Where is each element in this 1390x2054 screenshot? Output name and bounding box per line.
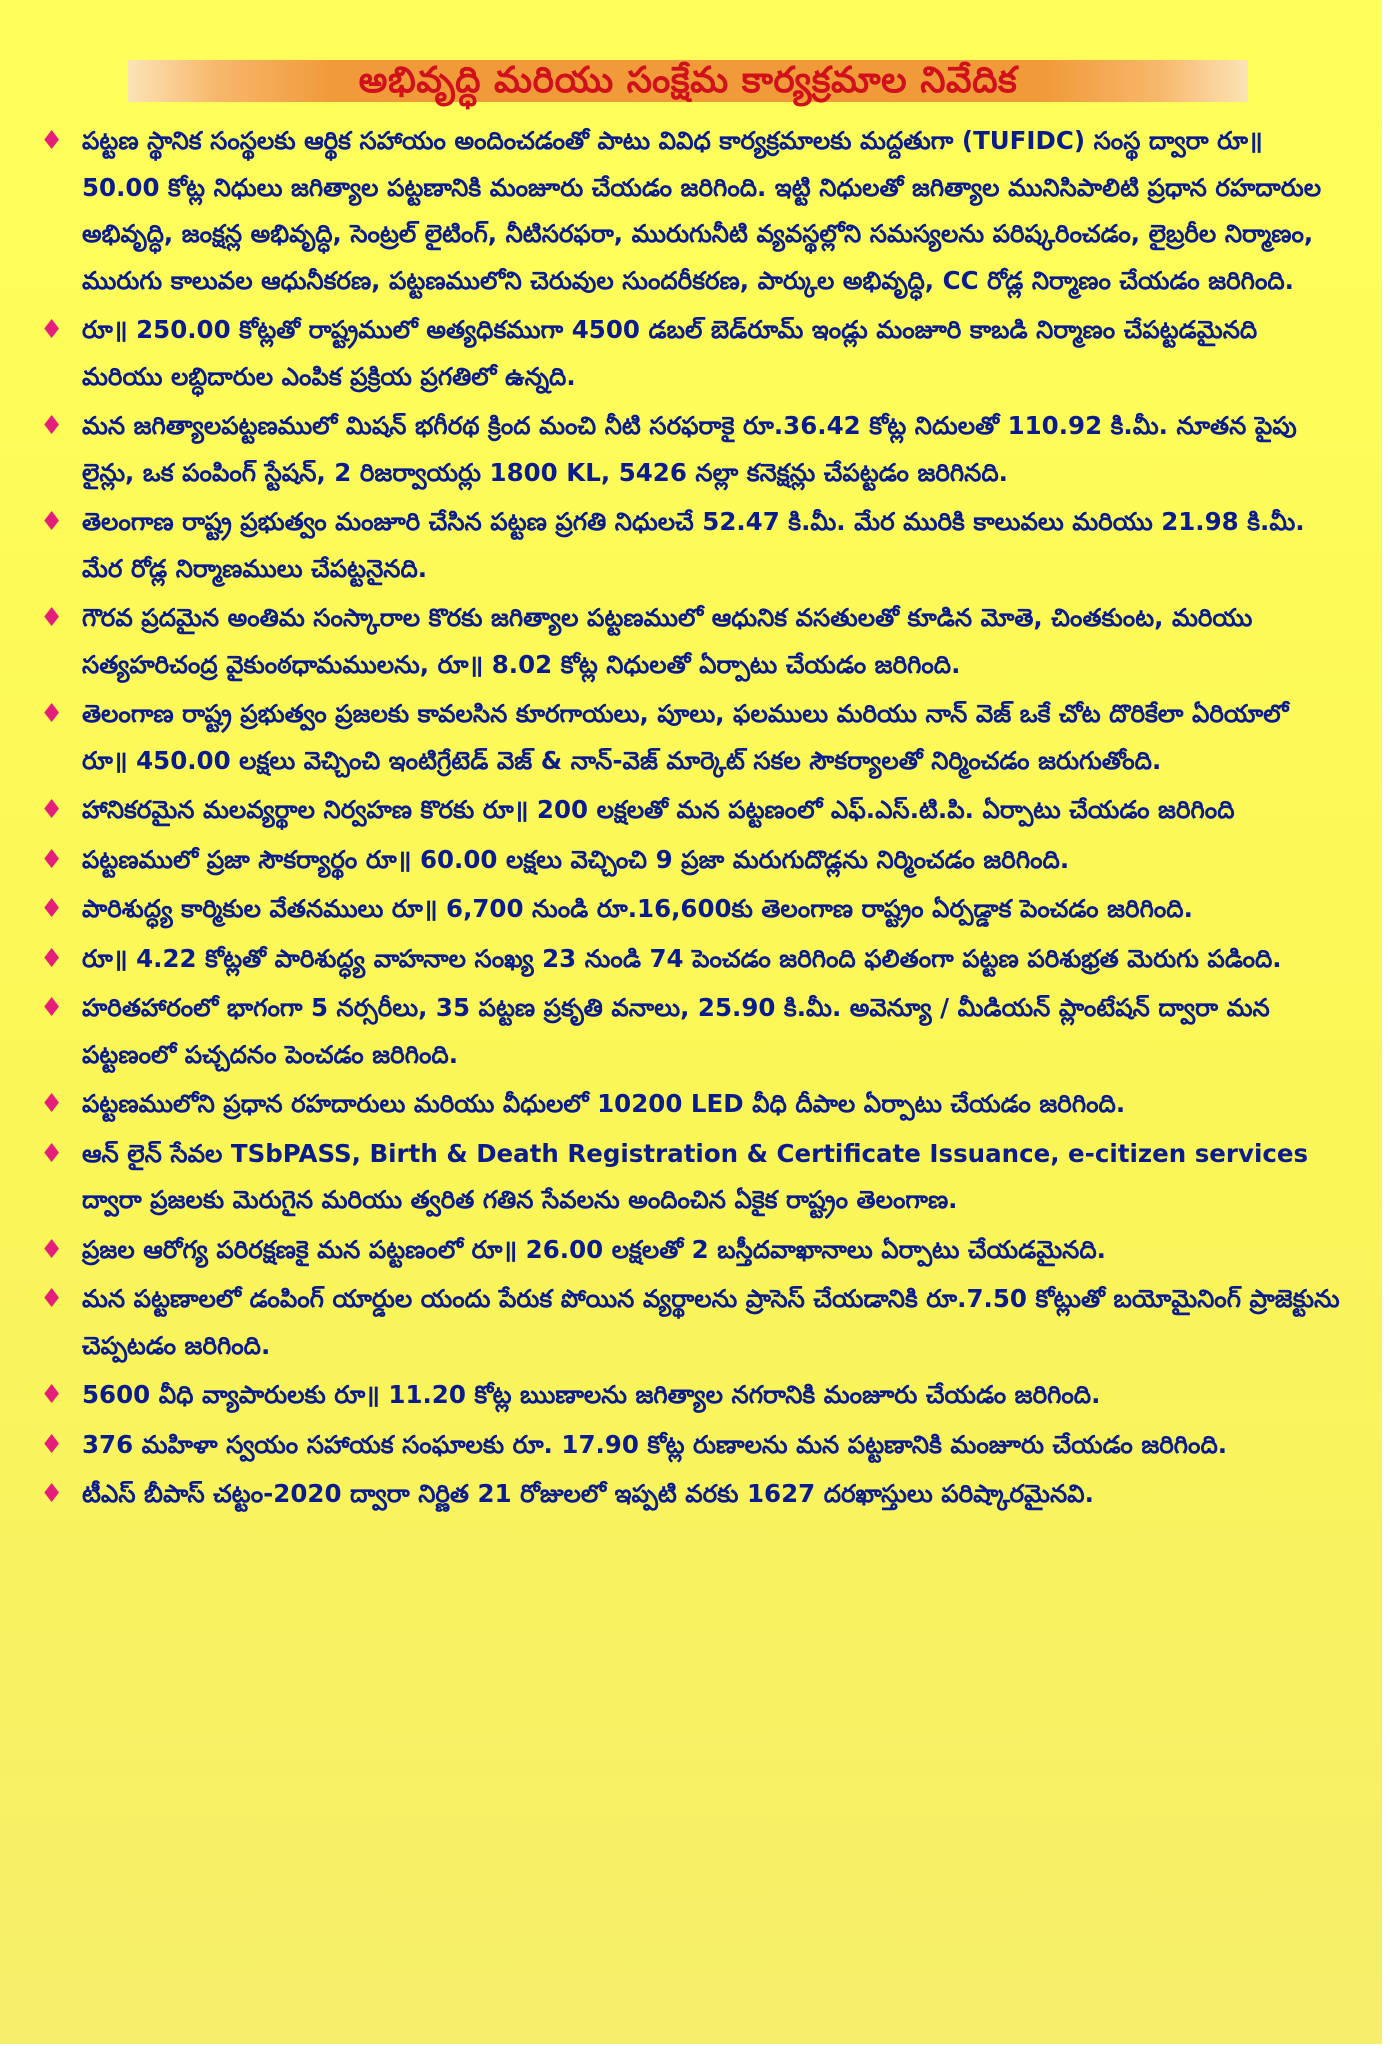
- list-item: [40, 499, 1340, 592]
- diamond-bullet-icon: ♦: [40, 1380, 64, 1410]
- diamond-bullet-icon: ♦: [40, 507, 64, 537]
- list-item-text: గౌరవ ప్రదమైన అంతిమ సంస్కారాల కొరకు జగిత్యాల పట్టణములో ఆధునిక వసతులతో కూడిన మోతె, చింతకుంట, మరియు సత్యహరిచంద్ర వైకుంఠధామములను, రూ॥ 8.02 కోట్ల నిధులతో ఏర్పాటు చేయడం జరిగింది.: [82, 603, 1253, 679]
- list-item-text: పారిశుద్ధ్య కార్మికుల వేతనములు రూ॥ 6,700 నుండి రూ.16,600కు తెలంగాణ రాష్ట్రం ఏర్పడ్డాక పెంచడం జరిగింది.: [82, 894, 1193, 923]
- list-item: [40, 985, 1340, 1078]
- list-item-text: రూ॥ 4.22 కోట్లతో పారిశుద్ధ్య వాహనాల సంఖ్య 23 నుండి 74 పెంచడం జరిగింది ఫలితంగా పట్టణ పరిశుభ్రత మెరుగు పడింది.: [82, 943, 1282, 973]
- diamond-bullet-icon: ♦: [40, 603, 64, 633]
- list-item: [40, 787, 1340, 834]
- diamond-bullet-icon: ♦: [40, 126, 64, 156]
- list-item: [40, 1131, 1340, 1224]
- list-item-text: 5600 వీధి వ్యాపారులకు రూ॥ 11.20 కోట్ల ఋణాలను జగిత్యాల నగరానికి మంజూరు చేయడం జరిగింది.: [82, 1380, 1101, 1409]
- achievements-list: [40, 118, 1340, 1518]
- list-item: [40, 1276, 1340, 1369]
- list-item: [40, 403, 1340, 496]
- diamond-bullet-icon: ♦: [40, 1138, 64, 1169]
- list-item: [40, 1372, 1340, 1419]
- list-item-text: ప్రజల ఆరోగ్య పరిరక్షణకై మన పట్టణంలో రూ॥ 26.00 లక్షలతో 2 బస్తీదవాఖానాలు ఏర్పాటు చేయడమైనది.: [82, 1234, 1106, 1264]
- diamond-bullet-icon: ♦: [40, 1089, 64, 1119]
- diamond-bullet-icon: ♦: [40, 699, 64, 729]
- list-item-text: పట్టణములో ప్రజా సౌకర్యార్థం రూ॥ 60.00 లక్షలు వెచ్చించి 9 ప్రజా మరుగుదొడ్లను నిర్మించడం జరిగింది.: [82, 844, 1070, 874]
- list-item: [40, 1081, 1340, 1128]
- list-item-text: 376 మహిళా స్వయం సహాయక సంఘాలకు రూ. 17.90 కోట్ల రుణాలను మన పట్టణానికి మంజూరు చేయడం జరిగింది.: [82, 1429, 1228, 1459]
- list-item-text: పట్టణములోని ప్రధాన రహదారులు మరియు వీధులలో 10200 LED వీధి దీపాల ఏర్పాటు చేయడం జరిగింది.: [82, 1089, 1126, 1118]
- diamond-bullet-icon: ♦: [40, 844, 64, 875]
- diamond-bullet-icon: ♦: [40, 1234, 64, 1265]
- list-item-text: రూ॥ 250.00 కోట్లతో రాష్ట్రములో అత్యధికముగా 4500 డబల్ బెడ్‌రూమ్ ఇండ్లు మంజూరి కాబడి నిర్మాణం చేపట్టడమైనది మరియు లబ్ధిదారుల ఎంపిక ప్రక్రియ ప్రగతిలో ఉన్నది.: [82, 315, 1258, 391]
- list-item-text: మన పట్టణాలలో డంపింగ్ యార్డుల యందు పేరుక పోయిన వ్యర్థాలను ప్రాసెస్ చేయడానికి రూ.7.50 కోట్లుతో బయోమైనింగ్ ప్రాజెక్టును చెప్పటడం జరిగింది.: [82, 1284, 1340, 1360]
- list-item: [40, 118, 1340, 304]
- diamond-bullet-icon: ♦: [40, 1284, 64, 1314]
- diamond-bullet-icon: ♦: [40, 315, 64, 345]
- diamond-bullet-icon: ♦: [40, 993, 64, 1023]
- list-item-text: ఆన్ లైన్ సేవల TSbPASS, Birth & Death Registration & Certificate Issuance, e-citizen services ద్వారా ప్రజలకు మెరుగైన మరియు త్వరిత గతిన సేవలను అందించిన ఏకైక రాష్ట్రం తెలంగాణ.: [82, 1138, 1309, 1214]
- list-item: [40, 936, 1340, 983]
- list-item: [40, 837, 1340, 884]
- list-item: [40, 595, 1340, 688]
- list-item-text: పట్టణ స్థానిక సంస్థలకు ఆర్థిక సహాయం అందించడంతో పాటు వివిధ కార్యక్రమాలకు మద్దతుగా (TUFIDC) సంస్థ ద్వారా రూ॥ 50.00 కోట్ల నిధులు జగిత్యాల పట్టణానికి మంజూరు చేయడం జరిగింది. ఇట్టి నిధులతో జగిత్యాల మునిసిపాలిటి ప్రధాన రహదారుల అభివృద్ధి, జంక్షన్ల అభివృద్ధి, సెంట్రల్ లైటింగ్, నీటిసరఫరా, మురుగునీటి వ్యవస్థల్లోని సమస్యలను పరిష్కరించడం, లైబ్రరీల నిర్మాణం, మురుగు కాలువల ఆధునీకరణ, పట్టణములోని చెరువుల సుందరీకరణ, పార్కుల అభివృద్ధి, CC రోడ్ల నిర్మాణం చేయడం జరిగింది.: [82, 126, 1322, 295]
- diamond-bullet-icon: ♦: [40, 1429, 64, 1460]
- page-title: అభివృద్ధి మరియు సంక్షేమ కార్యక్రమాల నివేదిక: [358, 60, 1018, 101]
- list-item-text: టీఎస్ బీపాస్ చట్టం-2020 ద్వారా నిర్ణిత 21 రోజులలో ఇప్పటి వరకు 1627 దరఖాస్తులు పరిష్కారమైనవి.: [82, 1479, 1094, 1508]
- list-item-text: హానికరమైన మలవ్యర్థాల నిర్వహణ కొరకు రూ॥ 200 లక్షలతో మన పట్టణంలో ఎఫ్.ఎస్.టి.పి. ఏర్పాటు చేయడం జరిగింది: [82, 795, 1235, 824]
- list-item: [40, 307, 1340, 400]
- list-item: [40, 1422, 1340, 1469]
- list-item: [40, 1227, 1340, 1274]
- list-item-text: మన జగిత్యాలపట్టణములో మిషన్ భగీరథ క్రింద మంచి నీటి సరఫరాకై రూ.36.42 కోట్ల నిదులతో 110.92 కి.మీ. నూతన పైపు లైన్లు, ఒక పంపింగ్ స్టేషన్, 2 రిజర్వాయర్లు 1800 KL, 5426 నల్లా కనెక్షన్లు చేపట్టడం జరిగినది.: [82, 411, 1297, 487]
- list-item-text: తెలంగాణ రాష్ట్ర ప్రభుత్వం ప్రజలకు కావలసిన కూరగాయలు, పూలు, ఫలములు మరియు నాన్ వెజ్ ఒకే చోట దొరికేలా ఏరియాలో రూ॥ 450.00 లక్షలు వెచ్చించి ఇంటిగ్రేటెడ్ వెజ్ & నాన్-వెజ్ మార్కెట్ సకల సౌకర్యాలతో నిర్మించడం జరుగుతోంది.: [82, 699, 1289, 775]
- diamond-bullet-icon: ♦: [40, 411, 64, 441]
- diamond-bullet-icon: ♦: [40, 795, 64, 825]
- diamond-bullet-icon: ♦: [40, 1479, 64, 1509]
- list-item: [40, 1471, 1340, 1518]
- diamond-bullet-icon: ♦: [40, 943, 64, 974]
- diamond-bullet-icon: ♦: [40, 894, 64, 924]
- list-item-text: తెలంగాణ రాష్ట్ర ప్రభుత్వం మంజూరి చేసిన పట్టణ ప్రగతి నిధులచే 52.47 కి.మీ. మేర మురికి కాలువలు మరియు 21.98 కి.మీ. మేర రోడ్ల నిర్మాణములు చేపట్టనైనది.: [82, 507, 1305, 583]
- list-item: [40, 886, 1340, 933]
- list-item: [40, 691, 1340, 784]
- list-item-text: హరితహారంలో భాగంగా 5 నర్సరీలు, 35 పట్టణ ప్రకృతి వనాలు, 25.90 కి.మీ. అవెన్యూ / మీడియన్ ప్లాంటేషన్ ద్వారా మన పట్టణంలో పచ్చదనం పెంచడం జరిగింది.: [82, 993, 1270, 1069]
